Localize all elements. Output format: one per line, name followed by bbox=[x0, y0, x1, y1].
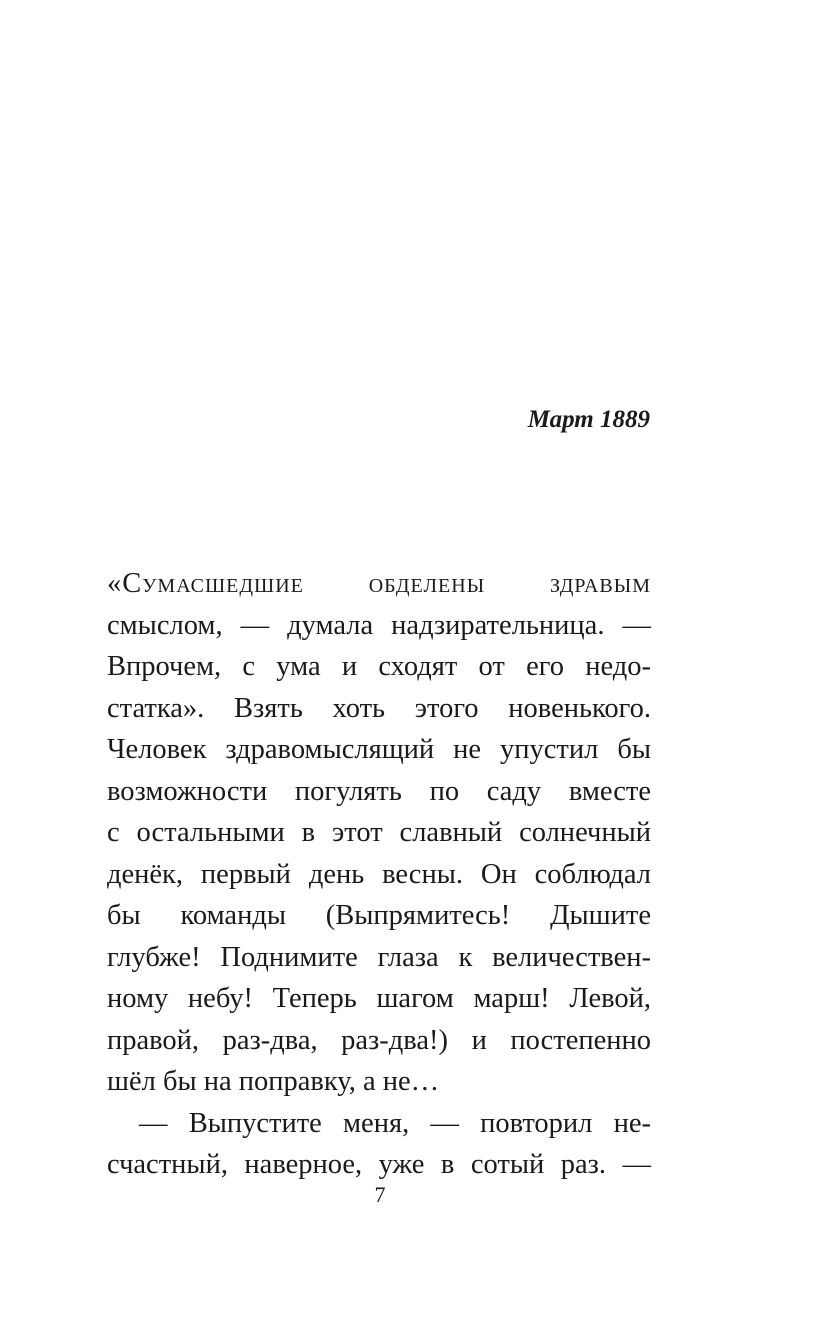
text-line: Человек здравомыслящий не упустил бы bbox=[107, 734, 651, 765]
text-line: «Сумасшедшие обделены здравым bbox=[107, 568, 651, 599]
text-line: — Выпустите меня, — повторил не- bbox=[139, 1107, 651, 1139]
chapter-date: Март 1889 bbox=[527, 406, 650, 433]
text-line: с остальными в этот славный солнечный bbox=[107, 817, 651, 848]
text-line: бы команды (Выпрямитесь! Дышите bbox=[107, 900, 651, 931]
page-number: 7 bbox=[374, 1182, 386, 1207]
text-line: глубже! Поднимите глаза к величествен- bbox=[107, 941, 651, 973]
text-line: счастный, наверное, уже в сотый раз. — bbox=[107, 1149, 651, 1180]
text-line: Впрочем, с ума и сходят от его недо- bbox=[107, 651, 651, 682]
text-line: ному небу! Теперь шагом марш! Левой, bbox=[107, 983, 651, 1014]
text-line: шёл бы на поправку, а не… bbox=[107, 1066, 440, 1097]
text-line: смыслом, — думала надзирательница. — bbox=[107, 609, 651, 641]
text-line: возможности погулять по саду вместе bbox=[107, 775, 651, 807]
text-line: правой, раз-два, раз-два!) и постепенно bbox=[107, 1024, 651, 1056]
text-line: денёк, первый день весны. Он соблюдал bbox=[107, 858, 651, 890]
body-text bbox=[107, 563, 651, 1186]
text-line: статка». Взять хоть этого новенького. bbox=[107, 692, 651, 724]
